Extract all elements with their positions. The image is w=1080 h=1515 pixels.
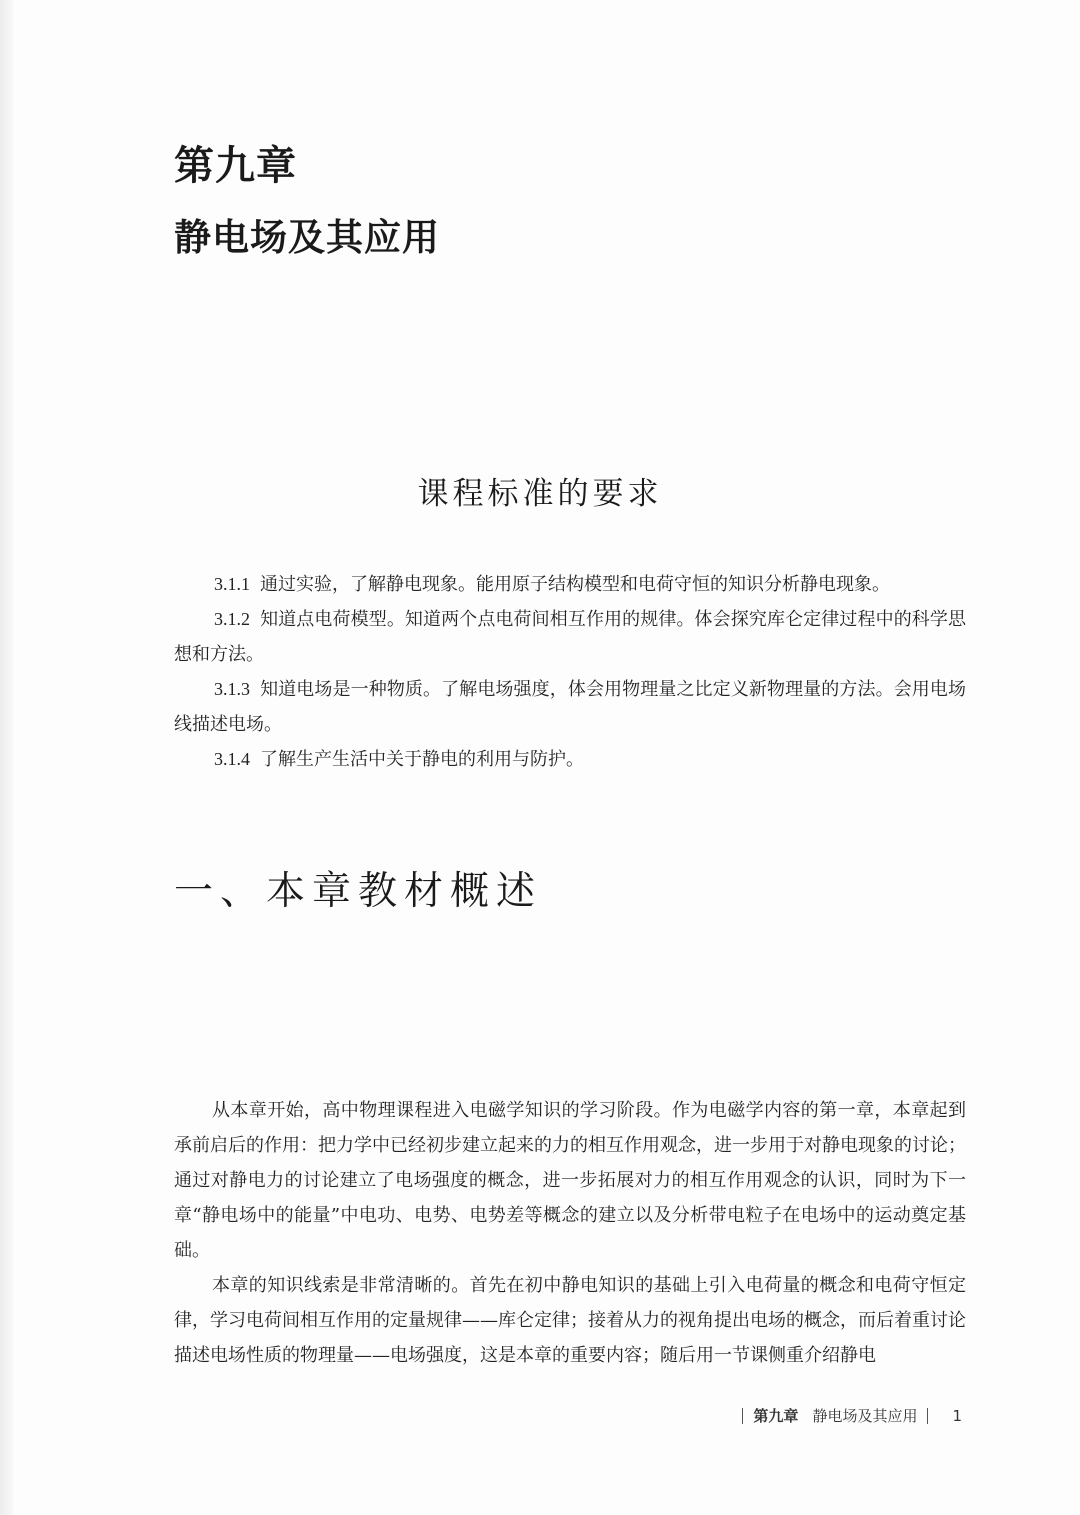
standard-code: 3.1.4 xyxy=(214,749,250,769)
footer-divider xyxy=(742,1408,743,1424)
standard-text: 知道电场是一种物质。了解电场强度，体会用物理量之比定义新物理量的方法。会用电场线描述电场。 xyxy=(174,679,966,735)
chapter-number: 第九章 xyxy=(174,142,297,189)
standard-text: 通过实验，了解静电现象。能用原子结构模型和电荷守恒的知识分析静电现象。 xyxy=(260,574,890,595)
chapter-title: 静电场及其应用 xyxy=(174,215,440,259)
body-paragraph: 从本章开始，高中物理课程进入电磁学知识的学习阶段。作为电磁学内容的第一章，本章起到承前启后的作用：把力学中已经初步建立起来的力的相互作用观念，进一步用于对静电现象的讨论；通过对静电力的讨论建立了电场强度的概念，进一步拓展对力的相互作用观念的认识，同时为下一章“静电场中的能量”中电功、电势、电势差等概念的建立以及分析带电粒子在电场中的运动奠定基础。 xyxy=(174,1100,966,1261)
footer-title: 静电场及其应用 xyxy=(812,1407,918,1425)
page-footer xyxy=(732,1404,962,1428)
section-body xyxy=(174,1093,966,1373)
standard-item xyxy=(174,602,966,672)
standard-item xyxy=(174,742,966,777)
body-paragraph: 本章的知识线索是非常清晰的。首先在初中静电知识的基础上引入电荷量的概念和电荷守恒定律，学习电荷间相互作用的定量规律——库仑定律；接着从力的视角提出电场的概念，而后着重讨论描述电场性质的物理量——电场强度，这是本章的重要内容；随后用一节课侧重介绍静电 xyxy=(174,1275,966,1366)
footer-chapter: 第九章 xyxy=(753,1407,799,1425)
standard-item xyxy=(174,567,966,602)
standard-code: 3.1.3 xyxy=(214,679,250,699)
standards-heading: 课程标准的要求 xyxy=(417,476,663,512)
standard-item xyxy=(174,672,966,742)
standard-code: 3.1.1 xyxy=(214,574,250,594)
standards-list xyxy=(174,567,966,777)
footer-divider xyxy=(927,1408,928,1424)
standard-code: 3.1.2 xyxy=(214,609,250,629)
page-binding-edge xyxy=(0,0,14,1515)
section-heading: 一、本章教材概述 xyxy=(174,869,543,914)
page-number: 1 xyxy=(952,1407,962,1425)
standard-text: 了解生产生活中关于静电的利用与防护。 xyxy=(260,749,584,770)
standard-text: 知道点电荷模型。知道两个点电荷间相互作用的规律。体会探究库仑定律过程中的科学思想和方法。 xyxy=(174,609,966,665)
